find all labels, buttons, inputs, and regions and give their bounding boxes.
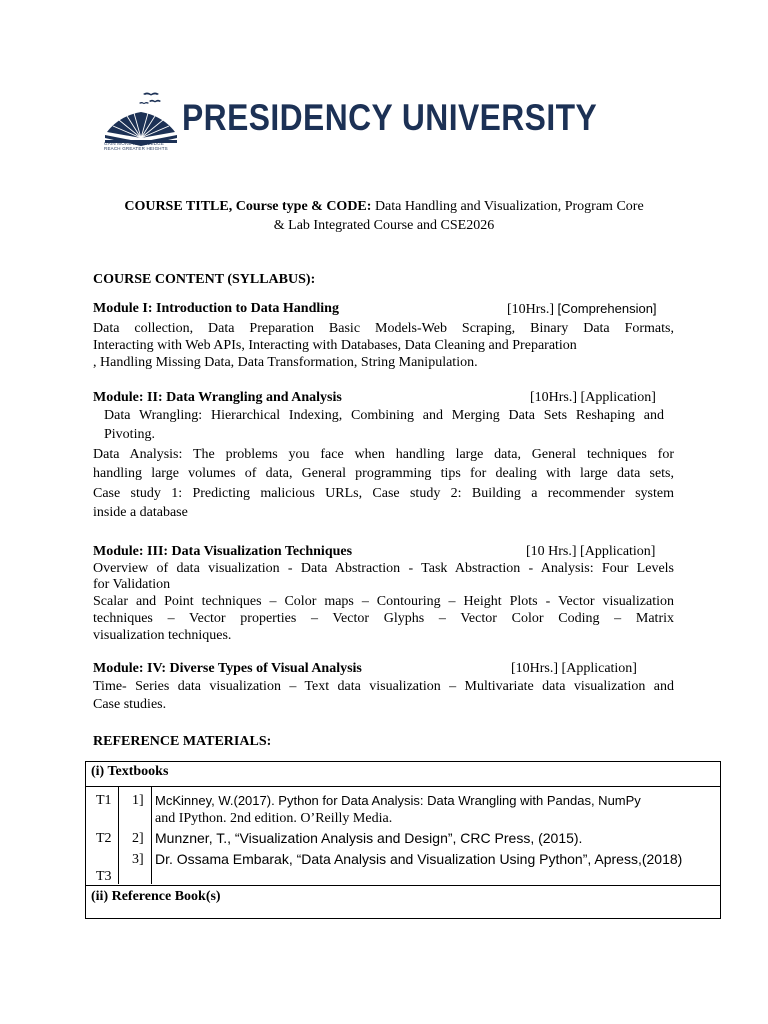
course-title-label: COURSE TITLE, Course type & CODE: — [124, 199, 372, 214]
course-title-value-line-1: Data Handling and Visualization, Program Core — [374, 199, 644, 214]
module-2-title: Module: II: Data Wrangling and Analysis — [93, 390, 342, 405]
textbook-code-t1: T1 — [96, 793, 112, 808]
university-name: PRESIDENCY UNIVERSITY — [182, 97, 598, 138]
module-3-line-3: Scalar and Point techniques – Color maps – Contouring – Height Plots - Vector visualization — [93, 594, 674, 609]
textbook-2-citation: Munzner, T., “Visualization Analysis and Design”, CRC Press, (2015). — [155, 830, 583, 846]
textbooks-label: (i) Textbooks — [91, 764, 169, 779]
textbook-code-t3: T3 — [96, 869, 112, 884]
module-4-line-1: Time- Series data visualization – Text data visualization – Multivariate data visualization and — [93, 679, 674, 694]
table-divider-top — [86, 786, 720, 787]
reference-materials-heading: REFERENCE MATERIALS: — [93, 734, 272, 749]
textbook-2-number: 2] — [132, 831, 144, 846]
module-2-level: [Application] — [580, 390, 656, 405]
module-2-line-2: Pivoting. — [104, 427, 155, 442]
table-column-divider-1 — [118, 786, 119, 884]
module-1-title: Module I: Introduction to Data Handling — [93, 301, 339, 316]
module-3-line-2: for Validation — [93, 577, 171, 592]
module-4-hours-value: [10Hrs.] — [511, 661, 559, 676]
module-1-line-3: , Handling Missing Data, Data Transformation, String Manipulation. — [93, 355, 478, 370]
module-2-line-5: Case study 1: Predicting malicious URLs, Case study 2: Building a recommender system — [93, 486, 674, 501]
textbook-1-line-1: McKinney, W.(2017). Python for Data Analysis: Data Wrangling with Pandas, NumPy — [155, 793, 641, 808]
module-2-hours-value: [10Hrs.] — [530, 390, 578, 405]
module-4-title: Module: IV: Diverse Types of Visual Analysis — [93, 661, 362, 676]
textbook-1-number: 1] — [132, 793, 144, 808]
module-1-hours — [507, 300, 657, 318]
course-title-block — [92, 197, 676, 235]
reference-table — [85, 761, 721, 919]
textbook-3-citation: Dr. Ossama Embarak, “Data Analysis and Visualization Using Python”, Apress,(2018) — [155, 851, 683, 867]
textbook-3-number: 3] — [132, 852, 144, 867]
reference-books-label: (ii) Reference Book(s) — [91, 889, 221, 904]
module-3-line-4: techniques – Vector properties – Vector Glyphs – Vector Color Coding – Matrix — [93, 611, 674, 626]
module-3-hours-value: [10 Hrs.] — [526, 544, 577, 559]
module-3-line-1: Overview of data visualization - Data Abstraction - Task Abstraction - Analysis: Four Levels — [93, 561, 674, 576]
module-3-hours — [526, 543, 655, 560]
module-3-line-5: visualization techniques. — [93, 628, 232, 643]
tagline-line-1: GAIN MORE KNOWLEDGE — [104, 141, 165, 146]
tagline-line-2: REACH GREATER HEIGHTS — [104, 146, 168, 151]
module-2-hours — [530, 389, 656, 406]
module-1-hours-value: [10Hrs.] — [507, 302, 555, 317]
module-1-level: [Comprehension] — [557, 301, 657, 316]
module-2-line-1: Data Wrangling: Hierarchical Indexing, Combining and Merging Data Sets Reshaping and — [104, 408, 664, 423]
textbook-1-line-2: and IPython. 2nd edition. O’Reilly Media. — [155, 811, 393, 826]
module-2-line-3: Data Analysis: The problems you face when handling large data, General techniques for — [93, 447, 674, 462]
module-3-title: Module: III: Data Visualization Techniques — [93, 544, 353, 559]
table-column-divider-2 — [151, 786, 152, 884]
textbook-code-t2: T2 — [96, 831, 112, 846]
module-3-level: [Application] — [580, 544, 656, 559]
module-4-hours — [511, 660, 637, 677]
logo-tagline — [104, 141, 180, 151]
module-4-line-2: Case studies. — [93, 697, 167, 712]
module-2-line-4: handling large volumes of data, General programming tips for dealing with large data sets, — [93, 466, 674, 481]
syllabus-heading: COURSE CONTENT (SYLLABUS): — [93, 272, 316, 287]
module-1-line-1: Data collection, Data Preparation Basic Models-Web Scraping, Binary Data Formats, — [93, 321, 674, 336]
module-4-level: [Application] — [561, 661, 637, 676]
table-divider-bottom — [86, 885, 720, 886]
module-2-line-6: inside a database — [93, 505, 188, 520]
course-title-value-line-2: & Lab Integrated Course and CSE2026 — [273, 218, 495, 233]
module-1-line-2: Interacting with Web APIs, Interacting with Databases, Data Cleaning and Preparation — [93, 338, 577, 353]
